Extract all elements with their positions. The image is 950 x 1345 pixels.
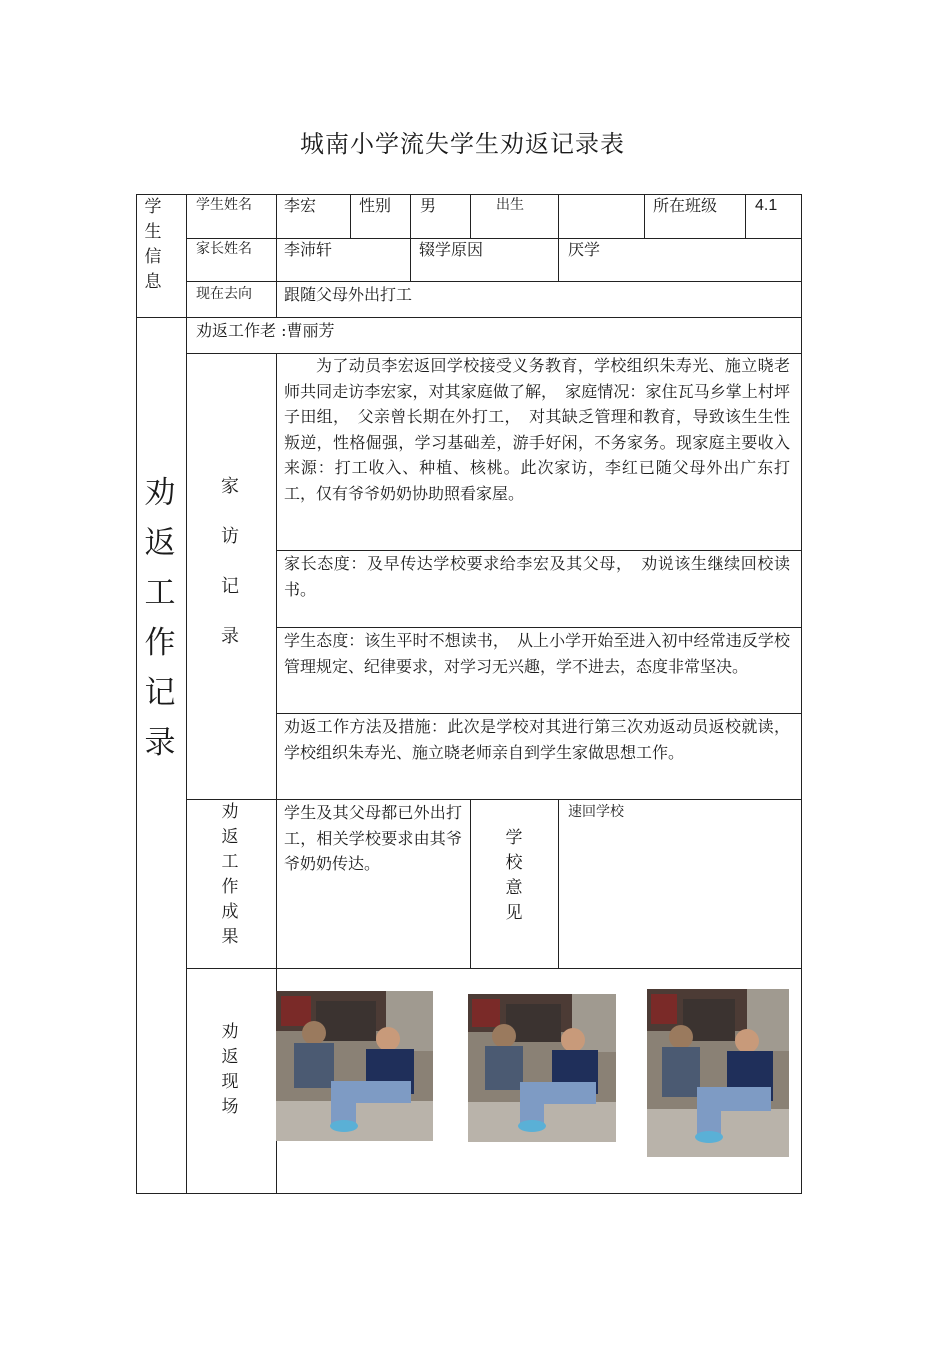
scene-photo-2 xyxy=(468,994,616,1142)
photo-icon xyxy=(468,994,616,1142)
student-name-label: 学生姓名 xyxy=(196,197,252,213)
photo-icon xyxy=(276,991,433,1141)
scene-photo-1 xyxy=(276,991,433,1141)
home-visit-label: 家 访 记 录 xyxy=(221,476,239,647)
parent-name-label: 家长姓名 xyxy=(196,241,252,257)
school-opinion-text: 速回学校 xyxy=(568,804,624,820)
work-record-section-label: 劝 返 工 作 记 录 xyxy=(144,475,176,761)
scene-label: 劝 返 现 场 xyxy=(221,1022,239,1117)
result-label: 劝 返 工 作 成 果 xyxy=(221,802,239,947)
student-info-section-label: 学 生 信 息 xyxy=(144,197,162,292)
gender-label: 性别 xyxy=(359,196,392,215)
school-opinion-label: 学 校 意 见 xyxy=(505,828,523,923)
whereabouts-value: 跟随父母外出打工 xyxy=(284,285,413,304)
gender-value: 男 xyxy=(420,196,437,215)
class-value: 4.1 xyxy=(755,197,778,214)
dropout-reason-value: 厌学 xyxy=(568,240,601,259)
parent-name-value: 李沛轩 xyxy=(284,240,333,259)
methods-text: 劝返工作方法及措施：此次是学校对其进行第三次劝返动员返校就读，学校组织朱寿光、施立晓老师亲自到学生家做思想工作。 xyxy=(284,717,790,762)
birth-label: 出生 xyxy=(496,197,524,213)
home-visit-text: 为了动员李宏返回学校接受义务教育，学校组织朱寿光、施立晓老师共同走访李宏家，对其家庭做了解， 家庭情况：家住瓦马乡掌上村坪子田组， 父亲曾长期在外打工， 对其缺乏管理和教育，导致该生生性叛逆，性格倔强，学习基础差，游手好闲，不务家务。现家庭主要收入来源：打工收入、种植、核桃。此次家访，李红已随父母外出广东打工，仅有爷爷奶奶协助照看家屋。 xyxy=(284,356,790,503)
student-attitude-text: 学生态度：该生平时不想读书， 从上小学开始至进入初中经常违反学校管理规定、纪律要求，对学习无兴趣，学不进去，态度非常坚决。 xyxy=(284,631,790,676)
whereabouts-label: 现在去向 xyxy=(196,286,252,302)
worker-line: 劝返工作老 :曹丽芳 xyxy=(196,321,335,340)
result-text: 学生及其父母都已外出打工，相关学校要求由其爷爷奶奶传达。 xyxy=(284,803,462,873)
parent-attitude-text: 家长态度：及早传达学校要求给李宏及其父母， 劝说该生继续回校读书。 xyxy=(284,554,790,599)
photo-icon xyxy=(647,989,789,1157)
dropout-reason-label: 辍学原因 xyxy=(419,240,484,259)
student-name-value: 李宏 xyxy=(284,196,317,215)
class-label: 所在班级 xyxy=(653,196,718,215)
page-title: 城南小学流失学生劝返记录表 xyxy=(300,130,625,158)
scene-photo-3 xyxy=(647,989,789,1157)
